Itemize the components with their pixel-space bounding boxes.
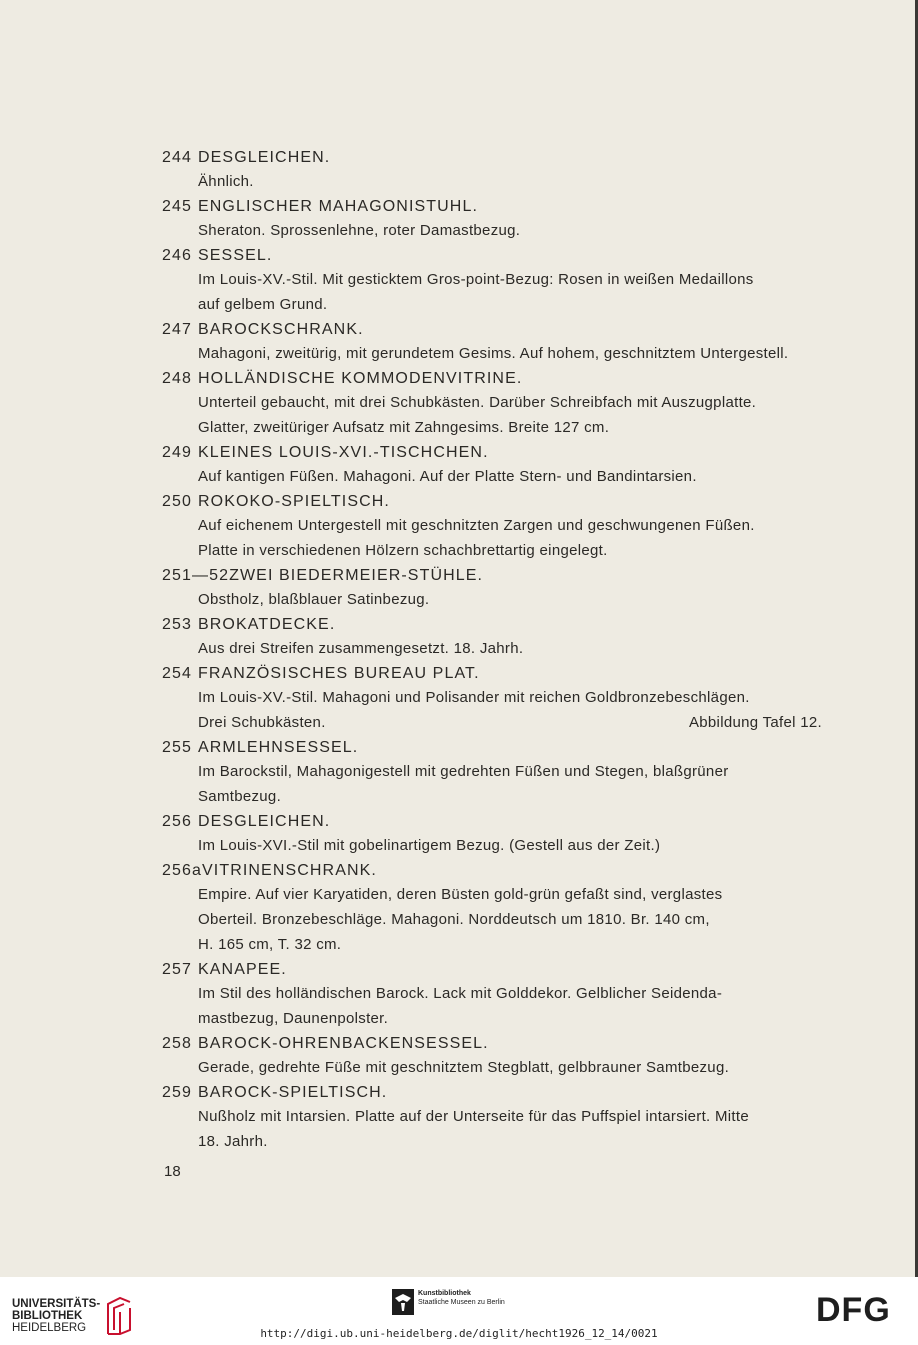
entry-title: VITRINENSCHRANK. bbox=[202, 862, 377, 879]
kb-line-2: Staatliche Museen zu Berlin bbox=[418, 1299, 505, 1306]
catalog-entry bbox=[162, 810, 822, 857]
page-number: 18 bbox=[164, 1163, 181, 1180]
entry-description-line: Aus drei Streifen zusammengesetzt. 18. Jahrh. bbox=[198, 640, 524, 657]
entry-description-line: Im Stil des holländischen Barock. Lack mit Golddekor. Gelblicher Seidenda- bbox=[198, 985, 723, 1002]
entry-heading bbox=[162, 958, 822, 982]
catalog-entry bbox=[162, 318, 822, 365]
entry-heading bbox=[162, 859, 822, 883]
entry-title: SESSEL. bbox=[198, 247, 273, 264]
entry-description-line: 18. Jahrh. bbox=[198, 1133, 268, 1150]
entry-heading bbox=[162, 441, 822, 465]
entry-title: BAROCK-SPIELTISCH. bbox=[198, 1084, 388, 1101]
entry-title: BAROCK-OHRENBACKENSESSEL. bbox=[198, 1035, 489, 1052]
dfg-logo[interactable]: DFG bbox=[816, 1291, 891, 1329]
catalog-entry bbox=[162, 662, 822, 734]
entry-heading bbox=[162, 146, 822, 170]
entry-number: 251—52 bbox=[162, 567, 230, 584]
entry-description-line: Im Barockstil, Mahagonigestell mit gedrehten Füßen und Stegen, blaßgrüner bbox=[198, 763, 729, 780]
catalog-entry bbox=[162, 195, 822, 242]
entry-description-line: Ähnlich. bbox=[198, 173, 254, 190]
entry-title: FRANZÖSISCHES BUREAU PLAT. bbox=[198, 665, 480, 682]
entry-description-line: Im Louis-XV.-Stil. Mahagoni und Polisander mit reichen Goldbronzebeschlägen. bbox=[198, 689, 750, 706]
entry-heading bbox=[162, 1081, 822, 1105]
entry-description-line: Im Louis-XV.-Stil. Mit gesticktem Gros-point-Bezug: Rosen in weißen Medaillons bbox=[198, 271, 754, 288]
entry-number: 258 bbox=[162, 1035, 192, 1052]
entry-number: 259 bbox=[162, 1084, 192, 1101]
entry-title: BROKATDECKE. bbox=[198, 616, 336, 633]
entry-description-line: Gerade, gedrehte Füße mit geschnitztem Stegblatt, gelbbrauner Samtbezug. bbox=[198, 1059, 730, 1076]
catalog-entry bbox=[162, 859, 822, 956]
entry-heading bbox=[162, 1032, 822, 1056]
entry-description-line: Sheraton. Sprossenlehne, roter Damastbezug. bbox=[198, 222, 521, 239]
figure-reference: Abbildung Tafel 12. bbox=[688, 714, 822, 731]
catalog-entry bbox=[162, 958, 822, 1030]
kb-line-1: Kunstbibliothek bbox=[418, 1290, 471, 1297]
catalog-entry bbox=[162, 146, 822, 193]
entry-number: 256a bbox=[162, 862, 202, 879]
catalog-entry bbox=[162, 613, 822, 660]
entry-title: HOLLÄNDISCHE KOMMODENVITRINE. bbox=[198, 370, 523, 387]
entry-description-line: Samtbezug. bbox=[198, 788, 282, 805]
entry-title: ARMLEHNSESSEL. bbox=[198, 739, 359, 756]
catalog-entry bbox=[162, 1081, 822, 1153]
entry-heading bbox=[162, 613, 822, 637]
entry-description-line: Unterteil gebaucht, mit drei Schubkästen. Darüber Schreibfach mit Auszugplatte. bbox=[198, 394, 757, 411]
entry-number: 254 bbox=[162, 665, 192, 682]
entry-description-line: auf gelbem Grund. bbox=[198, 296, 328, 313]
entry-heading bbox=[162, 736, 822, 760]
entry-number: 253 bbox=[162, 616, 192, 633]
catalog-entry bbox=[162, 367, 822, 439]
entry-number: 246 bbox=[162, 247, 192, 264]
entry-title: ENGLISCHER MAHAGONISTUHL. bbox=[198, 198, 478, 215]
entry-heading bbox=[162, 244, 822, 268]
entry-description-line: mastbezug, Daunenpolster. bbox=[198, 1010, 389, 1027]
entry-heading bbox=[162, 367, 822, 391]
entry-heading bbox=[162, 662, 822, 686]
catalog-entry bbox=[162, 244, 822, 316]
catalog-entry bbox=[162, 490, 822, 562]
entry-number: 247 bbox=[162, 321, 192, 338]
catalog-entries bbox=[162, 146, 822, 1155]
entry-number: 257 bbox=[162, 961, 192, 978]
entry-title: ROKOKO-SPIELTISCH. bbox=[198, 493, 390, 510]
catalog-entry bbox=[162, 1032, 822, 1079]
entry-description-split-line bbox=[198, 711, 822, 734]
kunstbibliothek-logo[interactable] bbox=[392, 1289, 505, 1315]
entry-title: DESGLEICHEN. bbox=[198, 149, 331, 166]
entry-title: KANAPEE. bbox=[198, 961, 287, 978]
entry-description-line: H. 165 cm, T. 32 cm. bbox=[198, 936, 342, 953]
entry-title: BAROCKSCHRANK. bbox=[198, 321, 364, 338]
entry-number: 250 bbox=[162, 493, 192, 510]
permalink-url[interactable]: http://digi.ub.uni-heidelberg.de/diglit/hecht1926_12_14/0021 bbox=[260, 1327, 658, 1340]
entry-description-line: Mahagoni, zweitürig, mit gerundetem Gesims. Auf hohem, geschnitztem Untergestell. bbox=[198, 345, 789, 362]
entry-heading bbox=[162, 564, 822, 588]
entry-description-line: Nußholz mit Intarsien. Platte auf der Unterseite für das Puffspiel intarsiert. Mitte bbox=[198, 1108, 749, 1125]
entry-heading bbox=[162, 810, 822, 834]
entry-description-line: Oberteil. Bronzebeschläge. Mahagoni. Norddeutsch um 1810. Br. 140 cm, bbox=[198, 911, 710, 928]
entry-description-line: Platte in verschiedenen Hölzern schachbrettartig eingelegt. bbox=[198, 542, 608, 559]
entry-title: ZWEI BIEDERMEIER-STÜHLE. bbox=[229, 567, 484, 584]
entry-heading bbox=[162, 318, 822, 342]
entry-title: DESGLEICHEN. bbox=[198, 813, 331, 830]
kunstbibliothek-eagle-icon bbox=[392, 1289, 414, 1315]
entry-title: KLEINES LOUIS-XVI.-TISCHCHEN. bbox=[198, 444, 489, 461]
entry-number: 249 bbox=[162, 444, 192, 461]
entry-number: 244 bbox=[162, 149, 192, 166]
entry-description-line: Auf eichenem Untergestell mit geschnitzten Zargen und geschwungenen Füßen. bbox=[198, 517, 755, 534]
catalog-entry bbox=[162, 441, 822, 488]
catalog-entry bbox=[162, 736, 822, 808]
ub-line-1: UNIVERSITÄTS- bbox=[12, 1298, 101, 1310]
kunstbibliothek-text bbox=[418, 1289, 505, 1307]
entry-number: 256 bbox=[162, 813, 192, 830]
ub-line-3: HEIDELBERG bbox=[12, 1322, 87, 1334]
entry-number: 255 bbox=[162, 739, 192, 756]
entry-heading bbox=[162, 490, 822, 514]
entry-number: 245 bbox=[162, 198, 192, 215]
entry-description-line: Auf kantigen Füßen. Mahagoni. Auf der Platte Stern- und Bandintarsien. bbox=[198, 468, 697, 485]
entry-description-line: Empire. Auf vier Karyatiden, deren Büsten gold-grün gefaßt sind, verglastes bbox=[198, 886, 723, 903]
ub-line-2: BIBLIOTHEK bbox=[12, 1310, 83, 1322]
entry-description-line: Glatter, zweitüriger Aufsatz mit Zahngesims. Breite 127 cm. bbox=[198, 419, 610, 436]
entry-description-line: Obstholz, blaßblauer Satinbezug. bbox=[198, 591, 430, 608]
entry-number: 248 bbox=[162, 370, 192, 387]
footer bbox=[0, 1277, 918, 1345]
entry-description-left: Drei Schubkästen. bbox=[198, 714, 326, 731]
catalog-entry bbox=[162, 564, 822, 611]
entry-heading bbox=[162, 195, 822, 219]
entry-description-line: Im Louis-XVI.-Stil mit gobelinartigem Bezug. (Gestell aus der Zeit.) bbox=[198, 837, 661, 854]
